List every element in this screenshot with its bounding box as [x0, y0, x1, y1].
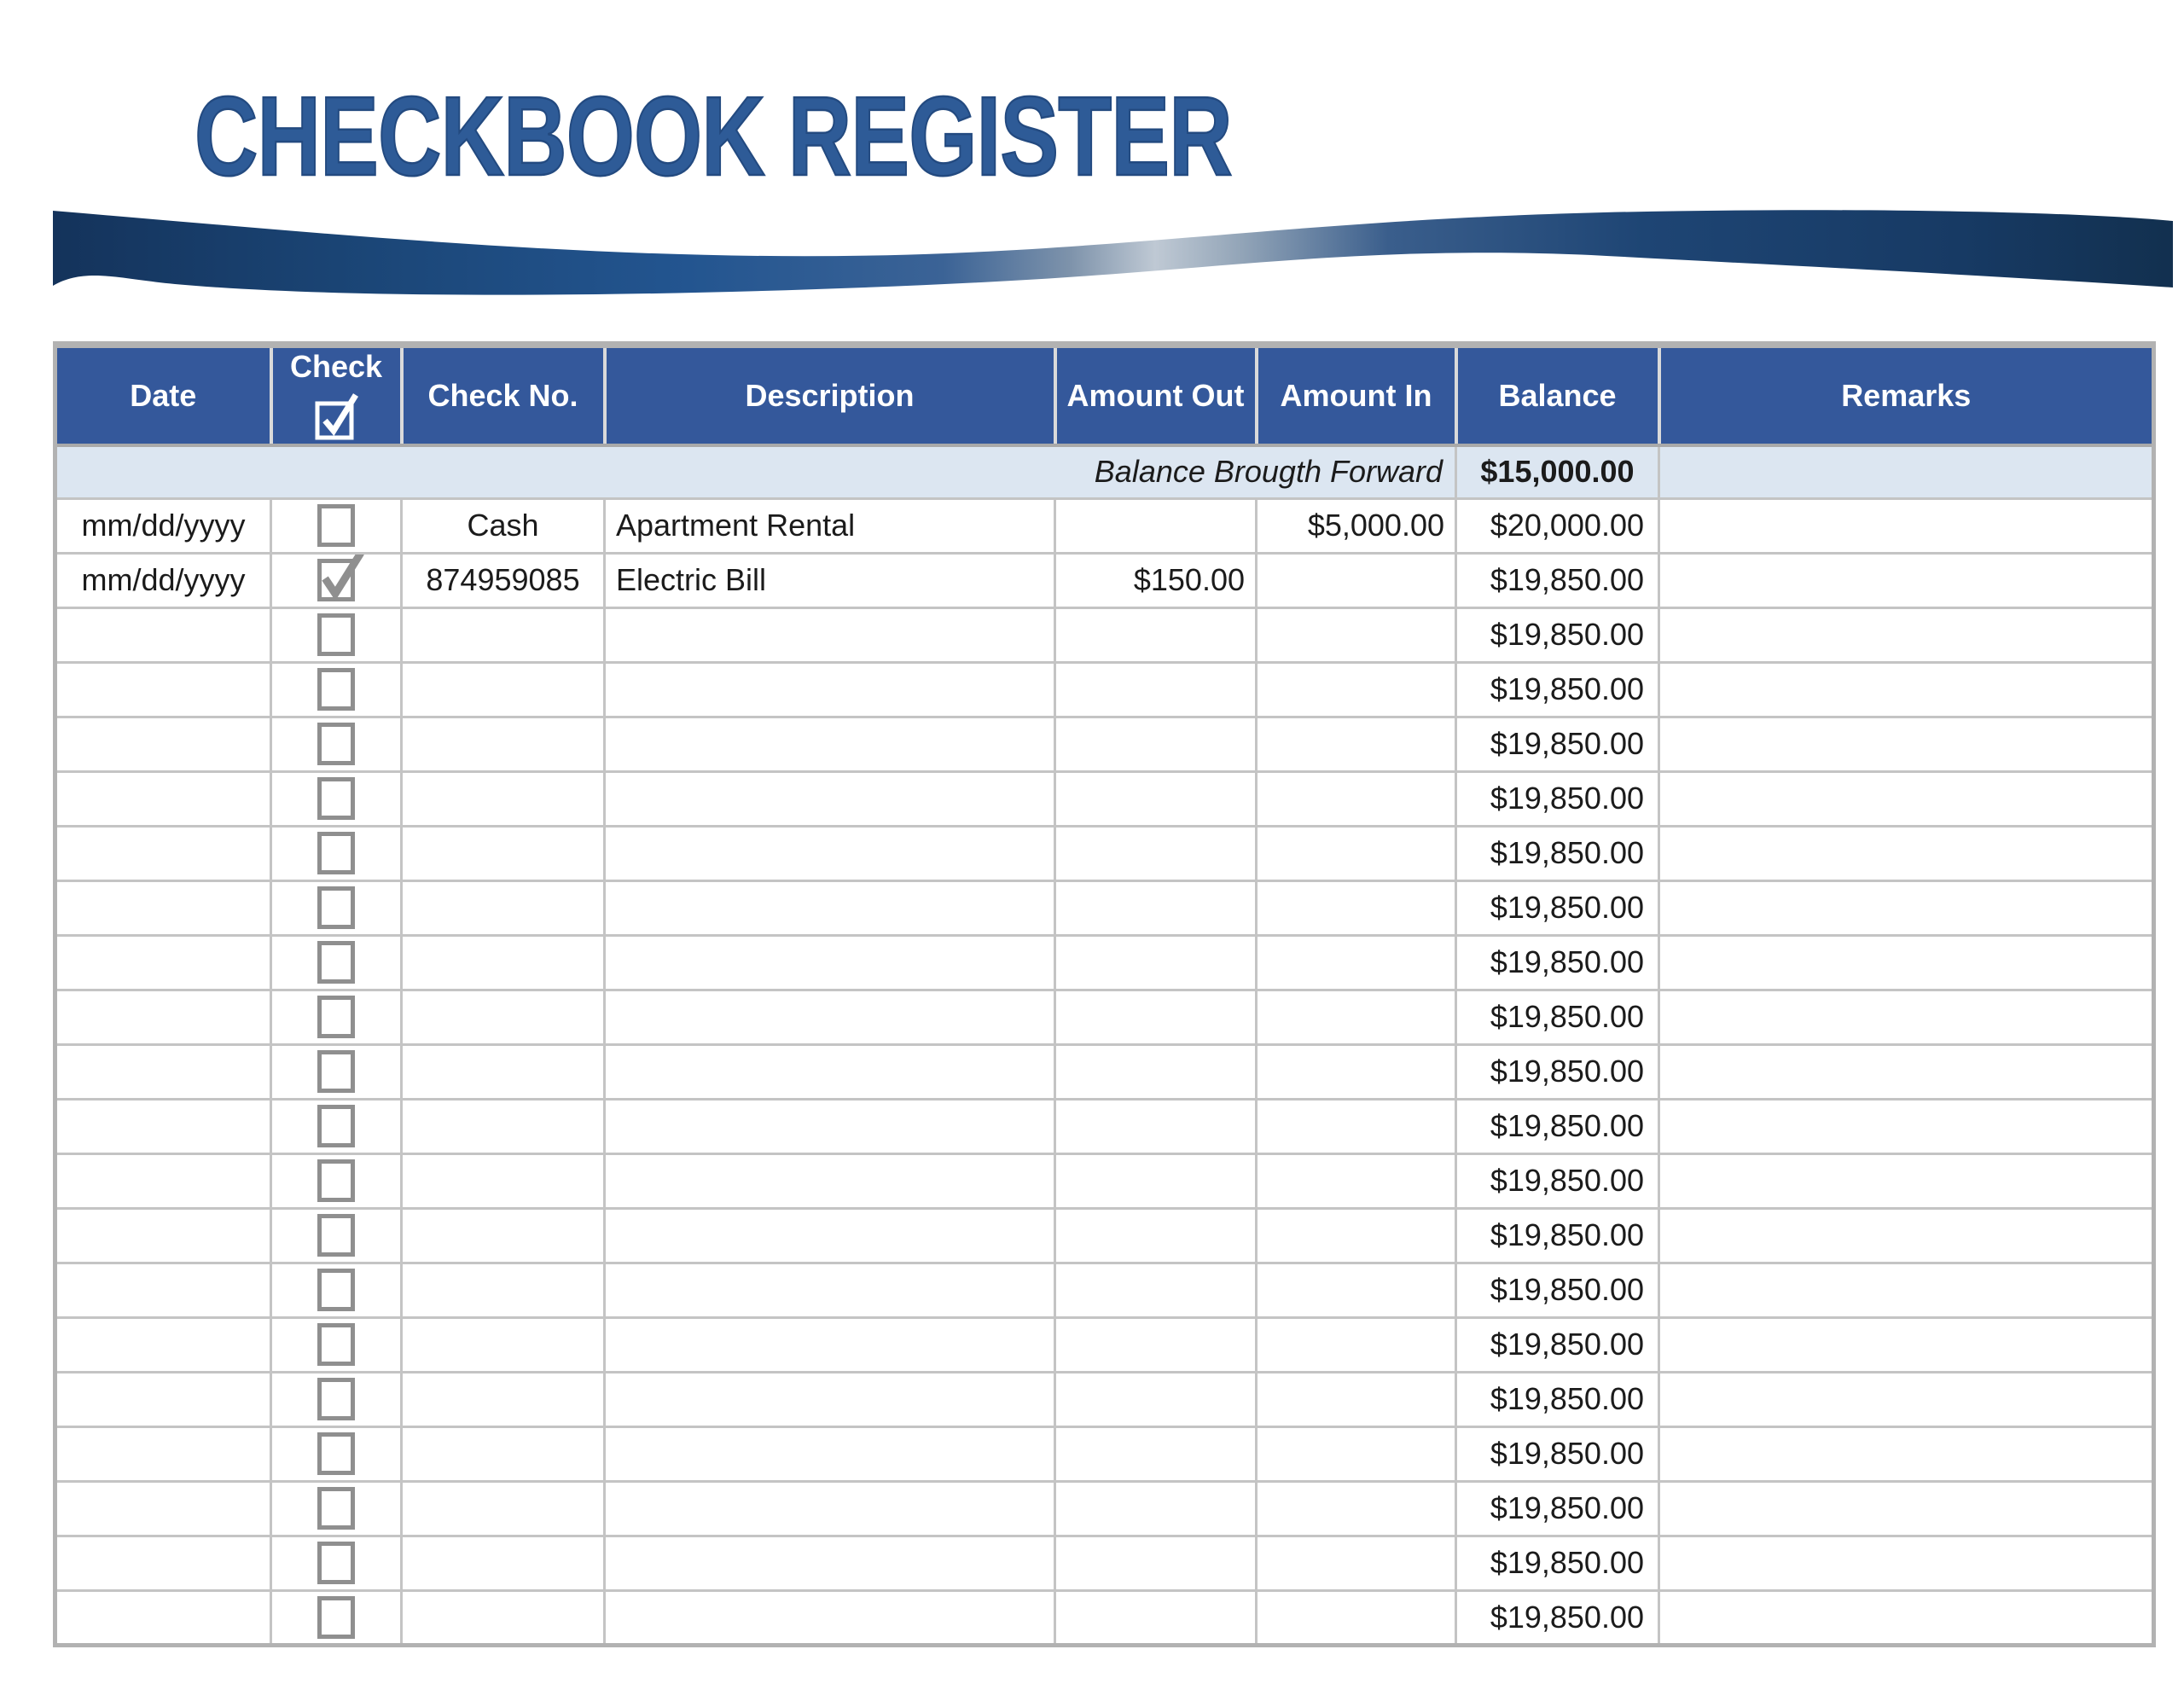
amount-out-cell[interactable] — [1055, 1263, 1257, 1317]
checkbox[interactable] — [317, 832, 355, 874]
amount-in-cell[interactable]: $5,000.00 — [1257, 498, 1456, 553]
remarks-cell[interactable] — [1659, 826, 2154, 880]
description-cell[interactable] — [605, 1372, 1055, 1426]
check-cell[interactable] — [271, 498, 402, 553]
date-cell[interactable] — [55, 1426, 271, 1481]
date-cell[interactable] — [55, 1208, 271, 1263]
amount-out-cell[interactable] — [1055, 826, 1257, 880]
register-row — [55, 990, 2154, 1044]
balance-cell: $19,850.00 — [1456, 1426, 1659, 1481]
amount-out-cell[interactable] — [1055, 1153, 1257, 1208]
check-cell[interactable] — [271, 553, 402, 607]
checkbox[interactable] — [317, 1269, 355, 1311]
register-row — [55, 880, 2154, 935]
col-header-check-no-label: Check No. — [427, 378, 578, 413]
remarks-cell[interactable] — [1659, 717, 2154, 771]
remarks-cell[interactable] — [1659, 880, 2154, 935]
amount-in-cell[interactable] — [1257, 880, 1456, 935]
checkbox[interactable] — [317, 1432, 355, 1475]
amount-in-cell[interactable] — [1257, 1153, 1456, 1208]
checkbox[interactable] — [317, 613, 355, 656]
check-cell[interactable] — [271, 826, 402, 880]
remarks-cell[interactable] — [1659, 1044, 2154, 1099]
check-no-cell[interactable] — [402, 880, 605, 935]
register-row — [55, 498, 2154, 553]
checkbox[interactable] — [317, 723, 355, 765]
remarks-cell[interactable] — [1659, 1208, 2154, 1263]
register-row — [55, 1263, 2154, 1317]
register-row — [55, 1044, 2154, 1099]
remarks-cell[interactable] — [1659, 990, 2154, 1044]
amount-in-cell[interactable] — [1257, 1372, 1456, 1426]
col-header-balance — [1456, 345, 1659, 445]
register-body — [55, 445, 2154, 1645]
date-cell[interactable] — [55, 717, 271, 771]
balance-cell: $19,850.00 — [1456, 553, 1659, 607]
check-no-cell[interactable]: 874959085 — [402, 553, 605, 607]
date-cell[interactable] — [55, 935, 271, 990]
balance-cell: $19,850.00 — [1456, 1208, 1659, 1263]
description-cell[interactable] — [605, 990, 1055, 1044]
check-no-cell[interactable] — [402, 1099, 605, 1153]
col-header-amount-in-label: Amount In — [1280, 378, 1432, 413]
check-no-cell[interactable] — [402, 935, 605, 990]
checkbox[interactable] — [317, 1159, 355, 1202]
checkbox[interactable] — [317, 996, 355, 1038]
checkbox[interactable] — [317, 777, 355, 820]
description-cell[interactable] — [605, 771, 1055, 826]
col-header-date — [55, 345, 271, 445]
description-cell[interactable] — [605, 1481, 1055, 1536]
col-header-amount-out — [1055, 345, 1257, 445]
balance-forward-row — [55, 445, 2154, 498]
checkbox[interactable] — [317, 668, 355, 711]
date-cell[interactable] — [55, 1099, 271, 1153]
date-cell[interactable] — [55, 1317, 271, 1372]
check-no-cell[interactable] — [402, 1208, 605, 1263]
date-cell[interactable] — [55, 1044, 271, 1099]
balance-cell: $19,850.00 — [1456, 607, 1659, 662]
header-row — [55, 345, 2154, 445]
amount-out-cell[interactable] — [1055, 1099, 1257, 1153]
amount-out-cell[interactable] — [1055, 1426, 1257, 1481]
check-cell[interactable] — [271, 1263, 402, 1317]
description-cell[interactable] — [605, 880, 1055, 935]
check-no-cell[interactable] — [402, 1263, 605, 1317]
check-cell[interactable] — [271, 1426, 402, 1481]
col-header-remarks-label: Remarks — [1841, 378, 1972, 413]
balance-cell: $19,850.00 — [1456, 1481, 1659, 1536]
remarks-cell[interactable] — [1659, 935, 2154, 990]
date-cell[interactable]: mm/dd/yyyy — [55, 498, 271, 553]
balance-cell: $20,000.00 — [1456, 498, 1659, 553]
amount-out-cell[interactable] — [1055, 717, 1257, 771]
amount-in-cell[interactable] — [1257, 771, 1456, 826]
balance-forward-label: Balance Brougth Forward — [55, 445, 1456, 498]
check-cell[interactable] — [271, 607, 402, 662]
checkbox[interactable] — [317, 1105, 355, 1147]
date-cell[interactable] — [55, 1536, 271, 1590]
description-cell[interactable] — [605, 826, 1055, 880]
amount-out-cell[interactable] — [1055, 1590, 1257, 1645]
checked-checkbox-icon — [312, 388, 360, 443]
amount-out-cell[interactable] — [1055, 1044, 1257, 1099]
description-cell[interactable] — [605, 935, 1055, 990]
col-header-check-label: Check — [289, 349, 383, 384]
date-cell[interactable]: mm/dd/yyyy — [55, 553, 271, 607]
register-table — [53, 341, 2156, 1647]
amount-in-cell[interactable] — [1257, 1099, 1456, 1153]
register-row — [55, 1099, 2154, 1153]
description-cell[interactable] — [605, 1153, 1055, 1208]
checkbox[interactable] — [317, 1378, 355, 1420]
check-no-cell[interactable] — [402, 662, 605, 717]
remarks-cell[interactable] — [1659, 1317, 2154, 1372]
date-cell[interactable] — [55, 771, 271, 826]
amount-out-cell[interactable]: $150.00 — [1055, 553, 1257, 607]
register-row — [55, 1426, 2154, 1481]
description-cell[interactable] — [605, 1044, 1055, 1099]
amount-in-cell[interactable] — [1257, 662, 1456, 717]
register-row — [55, 935, 2154, 990]
amount-in-cell[interactable] — [1257, 1317, 1456, 1372]
check-no-cell[interactable] — [402, 1153, 605, 1208]
remarks-cell[interactable] — [1659, 1426, 2154, 1481]
amount-in-cell[interactable] — [1257, 1481, 1456, 1536]
date-cell[interactable] — [55, 662, 271, 717]
check-cell[interactable] — [271, 1153, 402, 1208]
check-cell[interactable] — [271, 1317, 402, 1372]
check-cell[interactable] — [271, 717, 402, 771]
amount-out-cell[interactable] — [1055, 1536, 1257, 1590]
amount-out-cell[interactable] — [1055, 1481, 1257, 1536]
col-header-amount-in — [1257, 345, 1456, 445]
date-cell[interactable] — [55, 1263, 271, 1317]
date-cell[interactable] — [55, 826, 271, 880]
balance-forward-amount: $15,000.00 — [1456, 445, 1659, 498]
col-header-date-label: Date — [130, 378, 197, 413]
check-no-cell[interactable] — [402, 1481, 605, 1536]
checkbox[interactable] — [317, 941, 355, 984]
description-cell[interactable] — [605, 1426, 1055, 1481]
remarks-cell[interactable] — [1659, 1372, 2154, 1426]
amount-out-cell[interactable] — [1055, 498, 1257, 553]
check-cell[interactable] — [271, 1099, 402, 1153]
remarks-cell[interactable] — [1659, 1590, 2154, 1645]
balance-cell: $19,850.00 — [1456, 1317, 1659, 1372]
check-no-cell[interactable]: Cash — [402, 498, 605, 553]
amount-in-cell[interactable] — [1257, 1044, 1456, 1099]
remarks-cell[interactable] — [1659, 1153, 2154, 1208]
col-header-amount-out-label: Amount Out — [1066, 378, 1245, 413]
date-cell[interactable] — [55, 880, 271, 935]
register-row — [55, 1317, 2154, 1372]
balance-cell: $19,850.00 — [1456, 990, 1659, 1044]
check-no-cell[interactable] — [402, 990, 605, 1044]
checkbox[interactable] — [317, 1050, 355, 1093]
balance-cell: $19,850.00 — [1456, 717, 1659, 771]
amount-out-cell[interactable] — [1055, 662, 1257, 717]
check-no-cell[interactable] — [402, 1317, 605, 1372]
description-cell[interactable] — [605, 1099, 1055, 1153]
register-row — [55, 771, 2154, 826]
checkbox[interactable] — [317, 1542, 355, 1584]
page-title: CHECKBOOK REGISTER — [195, 73, 1232, 199]
register-row — [55, 553, 2154, 607]
balance-cell: $19,850.00 — [1456, 1153, 1659, 1208]
balance-cell: $19,850.00 — [1456, 880, 1659, 935]
col-header-description-label: Description — [745, 378, 915, 413]
wave-banner — [0, 192, 2184, 320]
check-cell[interactable] — [271, 1372, 402, 1426]
amount-in-cell[interactable] — [1257, 553, 1456, 607]
description-cell[interactable] — [605, 1263, 1055, 1317]
check-no-cell[interactable] — [402, 717, 605, 771]
description-cell[interactable]: Electric Bill — [605, 553, 1055, 607]
check-cell[interactable] — [271, 771, 402, 826]
amount-in-cell[interactable] — [1257, 1426, 1456, 1481]
description-cell[interactable] — [605, 1317, 1055, 1372]
balance-cell: $19,850.00 — [1456, 1590, 1659, 1645]
amount-in-cell[interactable] — [1257, 717, 1456, 771]
check-cell[interactable] — [271, 1044, 402, 1099]
register-row — [55, 717, 2154, 771]
amount-out-cell[interactable] — [1055, 1317, 1257, 1372]
amount-in-cell[interactable] — [1257, 1263, 1456, 1317]
check-cell[interactable] — [271, 662, 402, 717]
description-cell[interactable] — [605, 1208, 1055, 1263]
balance-cell: $19,850.00 — [1456, 935, 1659, 990]
checkbox[interactable] — [317, 504, 355, 547]
check-cell[interactable] — [271, 1536, 402, 1590]
balance-forward-remarks-cell — [1659, 445, 2154, 498]
balance-cell: $19,850.00 — [1456, 1536, 1659, 1590]
balance-cell: $19,850.00 — [1456, 1372, 1659, 1426]
col-header-description — [605, 345, 1055, 445]
register-row — [55, 1536, 2154, 1590]
description-cell[interactable] — [605, 1590, 1055, 1645]
col-header-remarks — [1659, 345, 2154, 445]
remarks-cell[interactable] — [1659, 662, 2154, 717]
check-cell[interactable] — [271, 1590, 402, 1645]
col-header-check — [271, 345, 402, 445]
checkbox[interactable] — [317, 1214, 355, 1257]
check-cell[interactable] — [271, 880, 402, 935]
register-row — [55, 826, 2154, 880]
remarks-cell[interactable] — [1659, 1263, 2154, 1317]
balance-cell: $19,850.00 — [1456, 1263, 1659, 1317]
amount-in-cell[interactable] — [1257, 1536, 1456, 1590]
check-cell[interactable] — [271, 990, 402, 1044]
remarks-cell[interactable] — [1659, 498, 2154, 553]
check-no-cell[interactable] — [402, 1372, 605, 1426]
check-cell[interactable] — [271, 1208, 402, 1263]
description-cell[interactable] — [605, 607, 1055, 662]
register-row — [55, 1153, 2154, 1208]
remarks-cell[interactable] — [1659, 607, 2154, 662]
remarks-cell[interactable] — [1659, 1536, 2154, 1590]
amount-out-cell[interactable] — [1055, 880, 1257, 935]
register-row — [55, 1590, 2154, 1645]
checkbox[interactable] — [317, 559, 355, 601]
check-no-cell[interactable] — [402, 771, 605, 826]
register-row — [55, 607, 2154, 662]
check-no-cell[interactable] — [402, 1044, 605, 1099]
description-cell[interactable] — [605, 662, 1055, 717]
amount-out-cell[interactable] — [1055, 771, 1257, 826]
date-cell[interactable] — [55, 1153, 271, 1208]
wave-graphic — [0, 192, 2184, 320]
remarks-cell[interactable] — [1659, 1099, 2154, 1153]
checkbox[interactable] — [317, 1487, 355, 1530]
amount-out-cell[interactable] — [1055, 1208, 1257, 1263]
register-row — [55, 1208, 2154, 1263]
amount-in-cell[interactable] — [1257, 826, 1456, 880]
check-no-cell[interactable] — [402, 1590, 605, 1645]
checkbox[interactable] — [317, 1323, 355, 1366]
register-row — [55, 1372, 2154, 1426]
amount-in-cell[interactable] — [1257, 1208, 1456, 1263]
description-cell[interactable] — [605, 1536, 1055, 1590]
remarks-cell[interactable] — [1659, 771, 2154, 826]
register-row — [55, 1481, 2154, 1536]
check-no-cell[interactable] — [402, 1426, 605, 1481]
amount-in-cell[interactable] — [1257, 990, 1456, 1044]
amount-in-cell[interactable] — [1257, 935, 1456, 990]
checkbox[interactable] — [317, 1596, 355, 1639]
balance-cell: $19,850.00 — [1456, 771, 1659, 826]
check-no-cell[interactable] — [402, 607, 605, 662]
check-cell[interactable] — [271, 935, 402, 990]
balance-cell: $19,850.00 — [1456, 1099, 1659, 1153]
amount-in-cell[interactable] — [1257, 607, 1456, 662]
date-cell[interactable] — [55, 1481, 271, 1536]
balance-cell: $19,850.00 — [1456, 662, 1659, 717]
register-row — [55, 662, 2154, 717]
col-header-check-no — [402, 345, 605, 445]
amount-out-cell[interactable] — [1055, 990, 1257, 1044]
balance-cell: $19,850.00 — [1456, 1044, 1659, 1099]
balance-cell: $19,850.00 — [1456, 826, 1659, 880]
check-cell[interactable] — [271, 1481, 402, 1536]
date-cell[interactable] — [55, 1590, 271, 1645]
check-no-cell[interactable] — [402, 1536, 605, 1590]
date-cell[interactable] — [55, 607, 271, 662]
amount-in-cell[interactable] — [1257, 1590, 1456, 1645]
amount-out-cell[interactable] — [1055, 607, 1257, 662]
date-cell[interactable] — [55, 990, 271, 1044]
remarks-cell[interactable] — [1659, 553, 2154, 607]
description-cell[interactable] — [605, 717, 1055, 771]
amount-out-cell[interactable] — [1055, 1372, 1257, 1426]
date-cell[interactable] — [55, 1372, 271, 1426]
amount-out-cell[interactable] — [1055, 935, 1257, 990]
checkbox[interactable] — [317, 886, 355, 929]
col-header-balance-label: Balance — [1498, 378, 1617, 413]
description-cell[interactable]: Apartment Rental — [605, 498, 1055, 553]
check-no-cell[interactable] — [402, 826, 605, 880]
remarks-cell[interactable] — [1659, 1481, 2154, 1536]
